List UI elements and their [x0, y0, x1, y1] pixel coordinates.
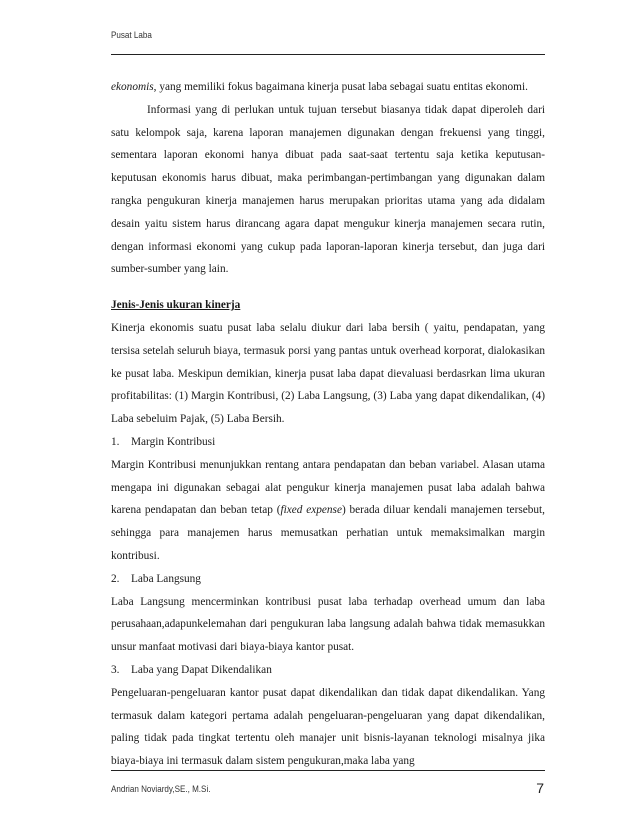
paragraph-laba-langsung: Laba Langsung mencerminkan kontribusi pusat laba terhadap overhead umum dan laba perusahaan,adapunkelemahan dari pengukuran laba langsung adalah bahwa tidak memasukkan unsur manfaat motivasi dari biaya-biaya kantor pusat. [111, 595, 545, 654]
body-text [111, 76, 545, 773]
list-item-1 [111, 431, 545, 454]
paragraph-informasi: Informasi yang di perlukan untuk tujuan tersebut biasanya tidak dapat diperoleh dari satu kelompok saja, karena laporan manajemen digunakan dengan frekuensi yang tinggi, sementara laporan ekonomi hanya dibuat pada saat-saat tertentu saja ketika keputusan-keputusan ekonomis harus dibuat, maka perimbangan-pertimbangan yang digunakan dalam rangka pengukuran kinerja manajemen harus merupakan prioritas utama yang ada didalam desain yaitu sistem harus dirancang agara dapat mengukur kinerja manajemen secara rutin, dengan informasi ekonomi yang cukup pada laporan-laporan kinerja tersebut, dan juga dari sumber-sumber yang lain. [111, 103, 545, 276]
footer-author: Andrian Noviardy,SE., M.Si. [111, 784, 211, 795]
paragraph-text: Margin Kontribusi menunjukkan rentang antara pendapatan dan beban variabel. Alasan utama mengapa ini digunakan sebagai alat pengukur kinerja manajemen pusat laba adalah bahwa karena pendapatan dan beban tetap ( [111, 458, 545, 517]
running-header: Pusat Laba [111, 30, 152, 41]
list-item-3 [111, 659, 545, 682]
list-item-title: Laba yang Dapat Dikendalikan [131, 663, 272, 676]
paragraph-kinerja: Kinerja ekonomis suatu pusat laba selalu diukur dari laba bersih ( yaitu, pendapatan, yang tersisa setelah seluruh biaya, termasuk porsi yang pantas untuk overhead korporat, dialokasikan ke pusat laba. Meskipun demikian, kinerja pusat laba dapat dievaluasi berdasrkan lima ukuran profitabilitas: (1) Margin Kontribusi, (2) Laba Langsung, (3) Laba yang dapat dikendalikan, (4) Laba sebeluim Pajak, (5) Laba Bersih. [111, 321, 545, 426]
emphasis-fixed-expense: fixed expense [280, 504, 342, 517]
list-number: 2. [111, 572, 120, 585]
paragraph-intro-text: , yang memiliki fokus bagaimana kinerja pusat laba sebagai suatu entitas ekonomi. [153, 81, 528, 93]
list-item-title: Margin Kontribusi [131, 435, 216, 448]
section-heading: Jenis-Jenis ukuran kinerja [111, 299, 241, 312]
paragraph-margin-kontribusi [111, 454, 545, 568]
emphasis-ekonomis: ekonomis [111, 81, 154, 93]
paragraph-text: ) berada diluar kendali manajemen tersebut, sehingga para manajemen harus memusatkan perhatian untuk memaksimalkan margin kontribusi. [111, 504, 545, 562]
header-rule [111, 54, 545, 55]
paragraph-intro [111, 76, 545, 99]
list-number: 1. [111, 435, 120, 448]
paragraph-laba-dikendalikan: Pengeluaran-pengeluaran kantor pusat dapat dikendalikan dan tidak dapat dikendalikan. Yang termasuk dalam kategori pertama adalah pengeluaran-pengeluaran yang dapat dikendalikan, paling tidak pada tingkat tertentu oleh manajer unit bisnis-layanan teknologi misalnya jika biaya-biaya ini termasuk dalam sistem pengukuran,maka laba yang [111, 686, 545, 768]
list-item-title: Laba Langsung [131, 572, 201, 585]
footer-rule [111, 770, 545, 771]
page-number: 7 [536, 780, 544, 796]
spacer [111, 281, 545, 294]
list-item-2 [111, 568, 545, 591]
list-number: 3. [111, 663, 120, 676]
